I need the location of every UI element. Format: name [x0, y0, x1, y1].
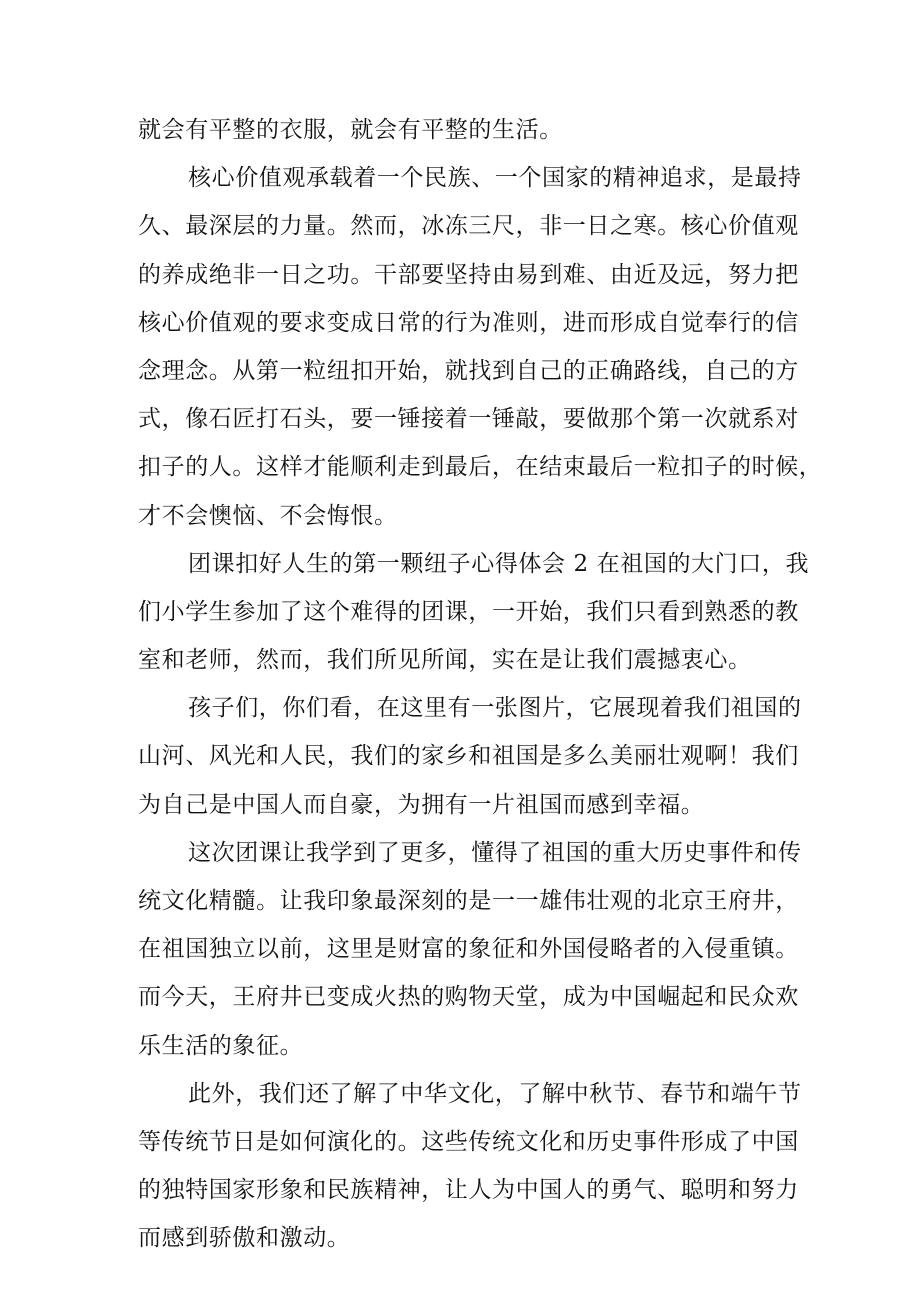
text-line: 核心价值观承载着一个民族、一个国家的精神追求，是最持	[188, 165, 802, 192]
text-line: 孩子们，你们看，在这里有一张图片，它展现着我们祖国的	[188, 695, 802, 722]
text-line: 久、最深层的力量。然而，冰冻三尺，非一日之寒。核心价值观	[138, 213, 799, 240]
text-line: 式，像石匠打石头，要一锤接着一锤敲，要做那个第一次就系对	[138, 406, 799, 433]
text-line: 而感到骄傲和激动。	[138, 1225, 351, 1252]
text-line: 等传统节日是如何演化的。这些传统文化和历史事件形成了中国	[138, 1128, 799, 1155]
text-line: 念理念。从第一粒纽扣开始，就找到自己的正确路线，自己的方	[138, 357, 799, 384]
text-line: 们小学生参加了这个难得的团课，一开始，我们只看到熟悉的教	[138, 598, 799, 625]
text-line: 此外，我们还了解了中华文化，了解中秋节、春节和端午节	[188, 1080, 802, 1107]
paragraph	[138, 1070, 802, 1263]
text-line: 室和老师，然而，我们所见所闻，实在是让我们震撼衷心。	[138, 647, 752, 674]
document-body	[138, 106, 823, 1263]
paragraph	[138, 829, 802, 1070]
paragraph	[138, 540, 810, 685]
text-line: 这次团课让我学到了更多，懂得了祖国的重大历史事件和传	[188, 839, 802, 866]
text-line: 而今天，王府井已变成火热的购物天堂，成为中国崛起和民众欢	[138, 984, 799, 1011]
text-line: 统文化精髓。让我印象最深刻的是一一雄伟壮观的北京王府井，	[138, 888, 799, 914]
paragraph	[138, 684, 802, 829]
text-line: 才不会懊恼、不会悔恨。	[138, 502, 398, 529]
text-line: 的独特国家形象和民族精神，让人为中国人的勇气、聪明和努力	[138, 1177, 799, 1204]
paragraph	[138, 106, 788, 154]
text-line: 在祖国独立以前，这里是财富的象征和外国侵略者的入侵重镇。	[138, 936, 799, 963]
text-line: 山河、风光和人民，我们的家乡和祖国是多么美丽壮观啊！我们	[138, 743, 799, 770]
text-line: 扣子的人。这样才能顺利走到最后，在结束最后一粒扣子的时候，	[138, 454, 823, 481]
text-line: 乐生活的象征。	[138, 1032, 304, 1059]
text-line: 就会有平整的衣服，就会有平整的生活。	[138, 117, 563, 143]
text-line: 团课扣好人生的第一颗纽子心得体会 2 在祖国的大门口，我	[188, 550, 810, 577]
text-line: 的养成绝非一日之功。干部要坚持由易到难、由近及远，努力把	[138, 261, 799, 288]
text-line: 核心价值观的要求变成日常的行为准则，进而形成自觉奉行的信	[138, 309, 799, 336]
text-line: 为自己是中国人而自豪，为拥有一片祖国而感到幸福。	[138, 791, 705, 818]
paragraph	[138, 154, 823, 540]
